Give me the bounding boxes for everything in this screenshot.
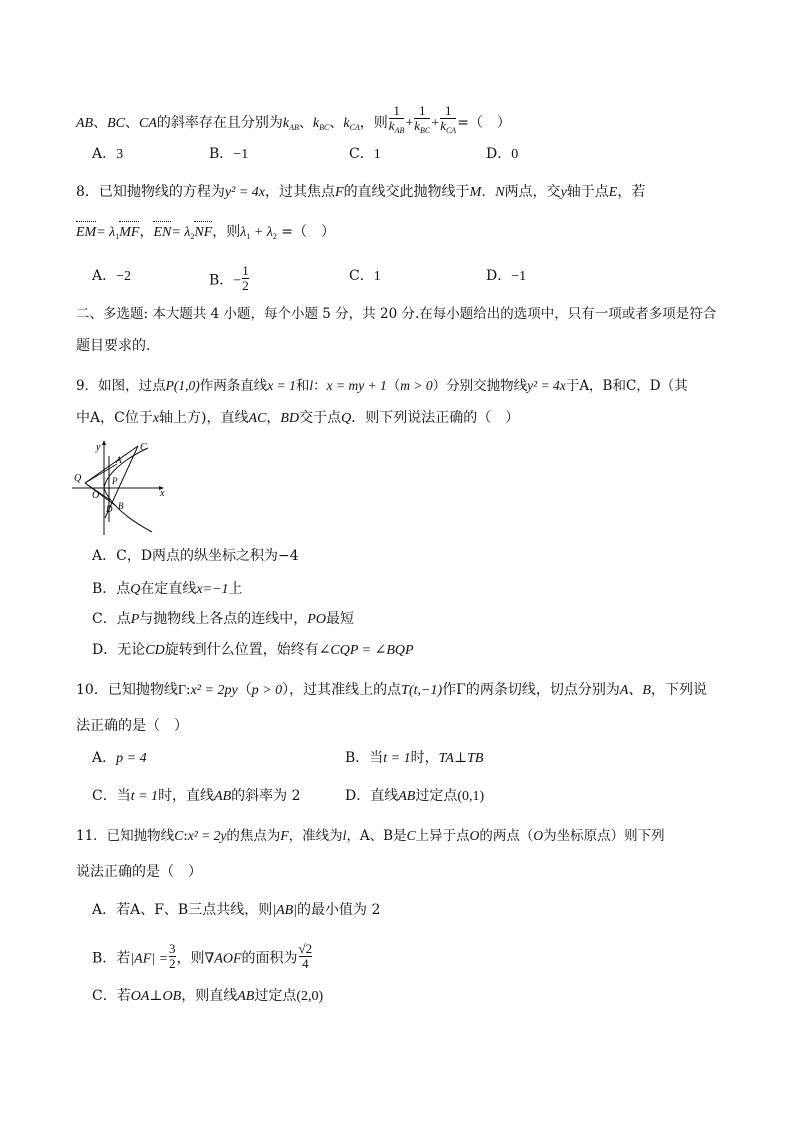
- label-d: D: [106, 504, 113, 514]
- q7-option-b[interactable]: B．−1: [209, 146, 249, 162]
- section-2-heading-tail: 题目要求的.: [76, 338, 151, 354]
- q7-frac-bc: $\frac{1}{k_{BC}}$: [414, 104, 430, 138]
- y-axis-arrow: [102, 440, 106, 445]
- q8-stem-line1: 8．已知抛物线的方程为y² = 4x，过其焦点F的直线交此抛物线于M．N两点，交y轴于点E，若: [76, 184, 646, 200]
- label-c: C: [140, 442, 147, 453]
- q11-stem-line2: 说法正确的是（ ）: [76, 864, 202, 880]
- q9-option-b[interactable]: B．点Q在定直线x=−1上: [92, 581, 243, 597]
- q7-option-d[interactable]: D．0: [486, 146, 519, 162]
- q11-option-c[interactable]: C．若OA⊥OB，则直线AB过定点(2,0): [92, 988, 324, 1004]
- q7-frac-ab: $\frac{1}{k_{AB}}$: [389, 104, 405, 138]
- label-q: Q: [74, 473, 82, 484]
- q7-bc: BC: [107, 116, 125, 131]
- q7-ca: CA: [139, 116, 157, 131]
- q9-option-a[interactable]: A．C，D两点的纵坐标之积为−4: [92, 548, 299, 564]
- q10-option-a[interactable]: A．p = 4: [92, 750, 147, 766]
- q8-stem-line2: $EM= \lambda_1MF$，$EN= \lambda_2NF$，则$\lambda_1 + \lambda_2$ =（ ）: [76, 224, 336, 241]
- q9-stem-line2: 中A，C位于x轴上方)，直线AC，BD交于点Q．则下列说法正确的（ ）: [76, 410, 520, 426]
- q7-option-c[interactable]: C．1: [349, 146, 381, 162]
- q8-option-a[interactable]: A．−2: [92, 268, 132, 284]
- q9-figure: [70, 436, 170, 536]
- label-x: x: [160, 488, 165, 499]
- label-o: O: [92, 490, 100, 501]
- q9-stem-line1: 9．如图，过点P(1,0)作两条直线x = 1和l：x = my + 1（m > 0）分别交抛物线y² = 4x于A，B和C，D（其: [76, 378, 688, 394]
- q8-option-d[interactable]: D．−1: [486, 268, 527, 284]
- label-y: y: [96, 442, 101, 453]
- q11-option-a[interactable]: A．若A、F、B三点共线，则|AB|的最小值为 2: [92, 902, 381, 918]
- parabola-curve: [104, 448, 152, 532]
- q9-option-d[interactable]: D．无论CD旋转到什么位置，始终有∠CQP = ∠BQP: [92, 642, 414, 658]
- q10-option-b[interactable]: B．当t = 1时，TA⊥TB: [345, 750, 484, 766]
- section-2-heading: 二、多选题: 本大题共 4 小题，每个小题 5 分，共 20 分.在每小题给出的选项中，只有一项或者多项是符合: [76, 306, 717, 322]
- q7-frac-ca: $\frac{1}{k_{CA}}$: [440, 104, 456, 138]
- q11-option-b[interactable]: B．若|AF| = $\frac{3}{2}$ ，则∇AOF的面积为 $\frac{√2}{4}$: [92, 941, 313, 971]
- q10-stem-line1: 10．已知抛物线Γ:x² = 2py（p > 0），过其准线上的点T(t,−1)作Γ的两条切线，切点分别为A、B，下列说: [76, 682, 707, 698]
- q10-option-d[interactable]: D．直线AB过定点(0,1): [345, 788, 485, 804]
- q10-option-c[interactable]: C．当t = 1时，直线AB的斜率为 2: [92, 788, 301, 804]
- q7-ab: AB: [76, 116, 94, 131]
- q11-stem-line1: 11．已知抛物线C:x² = 2y的焦点为F，准线为l，A、B是C上异于点O的两点（O为坐标原点）则下列: [76, 828, 665, 844]
- q7-option-a[interactable]: A．3: [92, 146, 124, 162]
- q7-stem-line: AB、BC、CA的斜率存在且分别为$k_{AB}$、$k_{BC}$、$k_{CA}$，则 $\frac{1}{k_{AB}}$ + $\frac{1}{k_{BC}}$ + $\frac{1}{k_{CA}}$ =（ ）: [76, 106, 511, 140]
- q8-option-b[interactable]: B．− $\frac{1}{2}$: [209, 263, 249, 293]
- label-p: P: [112, 476, 118, 486]
- q9-option-c[interactable]: C．点P与抛物线上各点的连线中，PO最短: [92, 611, 354, 627]
- q8-option-c[interactable]: C．1: [349, 268, 381, 284]
- q10-stem-line2: 法正确的是（ ）: [76, 718, 188, 734]
- label-a: A: [116, 455, 122, 465]
- label-b: B: [118, 501, 124, 511]
